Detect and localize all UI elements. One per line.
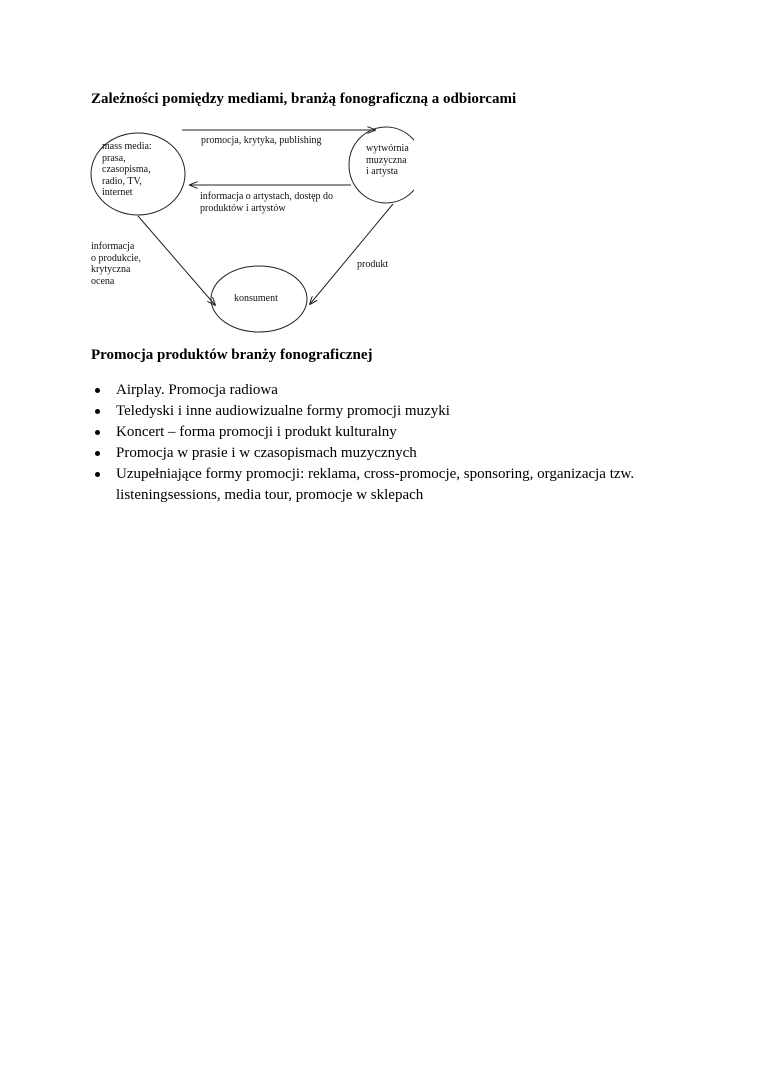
- edge-label-line: informacja: [91, 241, 135, 252]
- mass-media-line: mass media:: [102, 141, 152, 152]
- list-item-text: Teledyski i inne audiowizualne formy promocji muzyki: [116, 403, 450, 419]
- bullet-icon: [95, 472, 100, 477]
- section-title-relations: Zależności pomiędzy mediami, branżą fonograficzną a odbiorcami: [91, 91, 517, 107]
- list-item: [95, 464, 695, 506]
- edge-label-line: ocena: [91, 275, 115, 287]
- mass-media-label: [102, 141, 152, 199]
- edge-label-promotion: promocja, krytyka, publishing: [201, 135, 322, 146]
- mass-media-line: prasa,: [102, 152, 126, 164]
- mass-media-line: czasopisma,: [102, 164, 151, 175]
- bullet-icon: [95, 451, 100, 456]
- mass-media-line: radio, TV,: [102, 175, 142, 187]
- edge-label-line: o produkcie,: [91, 252, 141, 264]
- relations-diagram: [84, 118, 414, 338]
- company-line: wytwórnia: [366, 143, 409, 154]
- consumer-label: konsument: [234, 293, 278, 304]
- list-item-text: Promocja w prasie i w czasopismach muzycznych: [116, 445, 417, 461]
- list-item: [95, 422, 695, 443]
- bullet-icon: [95, 430, 100, 435]
- section-title-promotion: Promocja produktów branży fonograficznej: [91, 347, 373, 363]
- edge-label-information: [200, 191, 333, 214]
- list-item: [95, 443, 695, 464]
- arrow-company-to-consumer: [310, 204, 393, 304]
- company-label: [366, 143, 409, 178]
- edge-label-product-info: [91, 241, 141, 287]
- company-line: muzyczna: [366, 154, 407, 166]
- edge-label-line: informacja o artystach, dostęp do: [200, 191, 334, 202]
- list-item: [95, 380, 695, 401]
- company-line: i artysta: [366, 166, 398, 177]
- edge-label-line: produktów i artystów: [200, 202, 286, 214]
- list-item-text: listeningsessions, media tour, promocje w sklepach: [116, 487, 424, 503]
- mass-media-line: internet: [102, 187, 133, 198]
- list-item-text: Uzupełniające formy promocji: reklama, cross-promocje, sponsoring, organizacja tzw.: [116, 466, 635, 482]
- list-item: [95, 401, 695, 422]
- arrow-media-to-consumer: [138, 216, 215, 305]
- list-item-text: Airplay. Promocja radiowa: [116, 382, 278, 398]
- edge-label-product: produkt: [357, 259, 389, 270]
- bullet-icon: [95, 388, 100, 393]
- bullet-icon: [95, 409, 100, 414]
- list-item-text: Koncert – forma promocji i produkt kulturalny: [116, 424, 397, 440]
- edge-label-line: krytyczna: [91, 264, 131, 275]
- promotion-list: [95, 380, 695, 506]
